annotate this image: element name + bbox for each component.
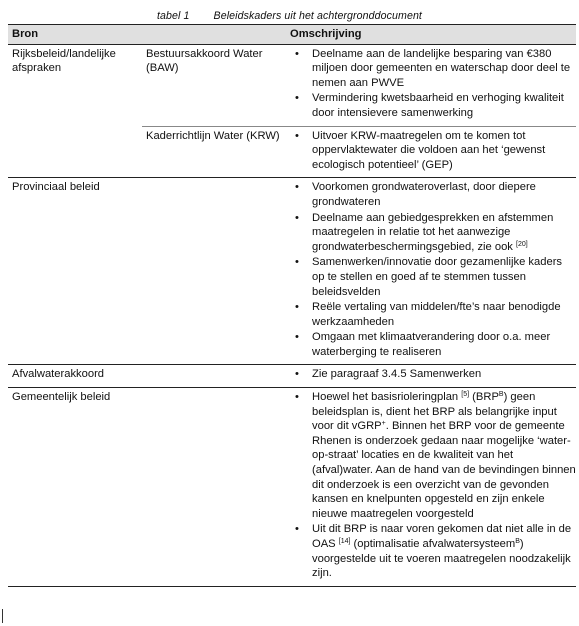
table-row [8, 178, 576, 365]
list-item [290, 211, 576, 255]
list-item: • Uitvoer KRW-maatregelen om te komen tot oppervlaktewater die voldoen aan het ‘gewenst ecologisch potentieel’ (GEP) [290, 129, 576, 173]
list-item-text: Deelname aan gebiedgesprekken en afstemmen maatregelen in relatie tot het aanwezige grondwaterbeschermingsgebied, zie ook [312, 211, 554, 253]
text-segment: (optimalisatie afvalwatersysteem [350, 538, 516, 550]
table-row [8, 365, 576, 388]
text-segment: Hoewel het basisrioleringplan [312, 391, 462, 404]
text-cursor [2, 609, 3, 623]
table-caption [0, 9, 579, 24]
sub-source-krw: Kaderrichtlijn Water (KRW) [142, 126, 286, 178]
source-provinciaal: Provinciaal beleid [8, 178, 286, 365]
list-item: • Deelname aan de landelijke besparing van €380 miljoen door gemeenten en waterschap door deel te nemen aan PWVE [290, 47, 576, 91]
superscript-marker: B [498, 391, 504, 399]
table-row [8, 388, 576, 587]
reference-marker: [20] [516, 240, 528, 248]
description-cell [286, 388, 576, 587]
bullet-list [290, 390, 576, 581]
text-segment: (BRP [469, 391, 499, 404]
list-item: • Zie paragraaf 3.4.5 Samenwerken [290, 367, 576, 382]
text-segment: . Binnen het BRP voor de gemeente Rhenen is onderzoek gedaan naar mogelijke ‘water-op-straat’ locaties en de kwaliteit van het (afval)water. Aan de hand van de bevindingen binnen dit onderzoek is een overzicht van de gevonden kansen en knelpunten opgesteld en zijn enkele nieuwe maatregelen voorgesteld [312, 420, 576, 520]
header-bron: Bron [12, 28, 39, 40]
list-item: • Omgaan met klimaatverandering door o.a. meer waterberging te realiseren [290, 330, 576, 359]
list-item: • Vermindering kwetsbaarheid en verhoging kwaliteit door intensievere samenwerking [290, 91, 576, 120]
description-cell [286, 178, 576, 365]
list-item: • Voorkomen grondwateroverlast, door diepere grondwateren [290, 180, 576, 209]
policy-table [8, 24, 576, 587]
bullet-list [290, 180, 576, 359]
header-omschrijving: Omschrijving [290, 28, 362, 40]
bullet-list [290, 47, 576, 121]
text-segment: ) geen beleidsplan is, dient het BRP als belangrijke input voor dit vGRP [312, 391, 557, 433]
bullet-list [290, 129, 576, 173]
source-rijksbeleid: Rijksbeleid/landelijke afspraken [8, 44, 142, 178]
sub-source-baw: Bestuursakkoord Water (BAW) [142, 44, 286, 126]
superscript-marker: B [515, 538, 520, 545]
reference-marker: [5] [461, 391, 470, 399]
caption-title: Beleidskaders uit het achtergronddocument [213, 10, 422, 22]
table-row [8, 44, 576, 126]
reference-marker: [14] [338, 538, 351, 545]
bullet-list [290, 367, 576, 382]
text-segment: ) voorgestelde uit te voeren maatregelen noodzakelijk zijn. [312, 538, 571, 580]
list-item [290, 390, 576, 521]
description-cell [286, 365, 576, 388]
text-segment: Uit dit BRP is naar voren gekomen dat niet alle in de OAS [312, 523, 572, 550]
source-afvalwaterakkoord: Afvalwaterakkoord [8, 365, 286, 388]
caption-label: tabel 1 [157, 10, 190, 22]
superscript-marker: + [381, 420, 386, 428]
description-cell [286, 126, 576, 178]
list-item: • Reële vertaling van middelen/fte’s naar benodigde werkzaamheden [290, 300, 576, 329]
list-item [290, 522, 576, 580]
description-cell [286, 44, 576, 126]
list-item: • Samenwerken/innovatie door gezamenlijke kaders op te stellen en goed af te stemmen tussen beleidsvelden [290, 255, 576, 299]
source-gemeentelijk: Gemeentelijk beleid [8, 388, 286, 587]
table-header-row [8, 25, 576, 45]
